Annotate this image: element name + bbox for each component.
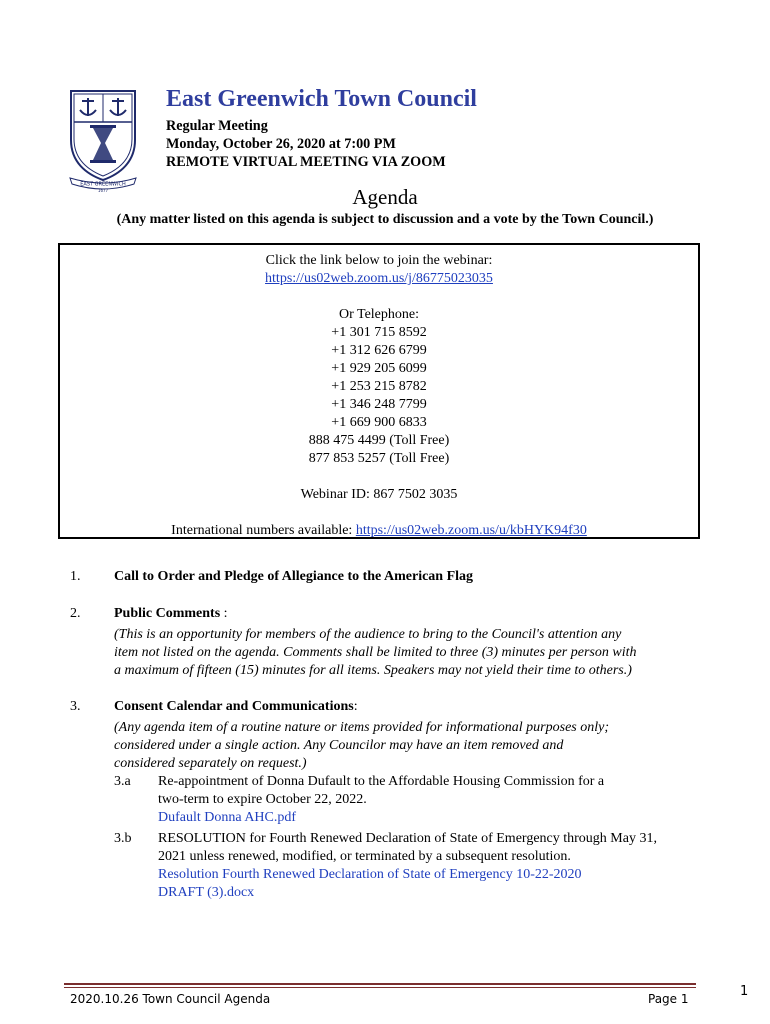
item-title-line xyxy=(114,699,358,715)
seal-icon xyxy=(68,88,138,194)
meeting-mode: REMOTE VIRTUAL MEETING VIA ZOOM xyxy=(166,154,446,170)
item-description: (This is an opportunity for members of the audience to bring to the Council's attention any xyxy=(114,627,622,642)
item-title-suffix: : xyxy=(353,699,358,714)
phone-number: +1 929 205 6099 xyxy=(331,361,427,376)
phone-number: +1 253 215 8782 xyxy=(331,379,427,394)
phone-number: 877 853 5257 (Toll Free) xyxy=(308,451,450,466)
svg-text:EAST GREENWICH: EAST GREENWICH xyxy=(80,181,126,188)
webinar-join-box xyxy=(58,243,700,539)
webinar-link-line xyxy=(60,271,698,287)
organization-title: East Greenwich Town Council xyxy=(166,86,477,112)
item-description: (Any agenda item of a routine nature or items provided for informational purposes only; xyxy=(114,720,610,735)
footer-divider xyxy=(64,983,696,985)
item-number: 2. xyxy=(70,606,81,621)
subitem-text: 2021 unless renewed, modified, or terminated by a subsequent resolution. xyxy=(158,849,571,864)
page-number: 1 xyxy=(740,984,749,999)
item-title: Call to Order and Pledge of Allegiance to the American Flag xyxy=(114,569,474,584)
international-numbers-link[interactable]: https://us02web.zoom.us/u/kbHYK94f30 xyxy=(355,523,587,538)
phone-number: +1 346 248 7799 xyxy=(331,397,427,412)
item-description: a maximum of fifteen (15) minutes for all items. Speakers may not yield their time to others.) xyxy=(114,663,632,678)
item-number: 3. xyxy=(70,699,81,714)
subitem-number: 3.b xyxy=(114,831,132,846)
item-title: Consent Calendar and Communications xyxy=(114,699,354,714)
item-number: 1. xyxy=(70,569,81,584)
attachment-link[interactable]: DRAFT (3).docx xyxy=(158,885,255,900)
town-seal-logo xyxy=(68,88,138,194)
item-title-suffix: : xyxy=(220,606,228,621)
phone-number: +1 301 715 8592 xyxy=(331,325,427,340)
phone-heading: Or Telephone: xyxy=(338,307,419,322)
footer-page-label: Page 1 xyxy=(648,992,689,1006)
subitem-text: two-term to expire October 22, 2022. xyxy=(158,792,367,807)
international-label: International numbers available: xyxy=(171,523,356,538)
agenda-heading: Agenda xyxy=(352,185,418,209)
attachment-link[interactable]: Resolution Fourth Renewed Declaration of State of Emergency 10-22-2020 xyxy=(158,867,582,882)
phone-number: +1 312 626 6799 xyxy=(331,343,427,358)
svg-text:1677: 1677 xyxy=(97,188,109,193)
meeting-date: Monday, October 26, 2020 at 7:00 PM xyxy=(166,136,396,152)
item-title-line xyxy=(114,606,228,622)
item-title: Public Comments xyxy=(114,606,221,621)
subitem-text: RESOLUTION for Fourth Renewed Declaration of State of Emergency through May 31, xyxy=(158,831,657,846)
footer-divider xyxy=(64,987,696,988)
item-description: item not listed on the agenda. Comments shall be limited to three (3) minutes per person with xyxy=(114,645,637,660)
subitem-text: Re-appointment of Donna Dufault to the Affordable Housing Commission for a xyxy=(158,774,605,789)
footer-document-title: 2020.10.26 Town Council Agenda xyxy=(70,992,271,1006)
meeting-type: Regular Meeting xyxy=(166,118,268,134)
subitem-number: 3.a xyxy=(114,774,131,789)
agenda-note: (Any matter listed on this agenda is subject to discussion and a vote by the Town Council.) xyxy=(116,212,654,227)
item-description: considered separately on request.) xyxy=(114,756,307,771)
international-numbers-line xyxy=(60,523,698,539)
attachment-link[interactable]: Dufault Donna AHC.pdf xyxy=(158,810,297,825)
phone-number: 888 475 4499 (Toll Free) xyxy=(308,433,450,448)
phone-number: +1 669 900 6833 xyxy=(331,415,427,430)
webinar-id: Webinar ID: 867 7502 3035 xyxy=(300,487,458,502)
item-description: considered under a single action. Any Councilor may have an item removed and xyxy=(114,738,564,753)
webinar-intro: Click the link below to join the webinar: xyxy=(265,253,493,268)
webinar-link[interactable]: https://us02web.zoom.us/j/86775023035 xyxy=(265,271,493,286)
